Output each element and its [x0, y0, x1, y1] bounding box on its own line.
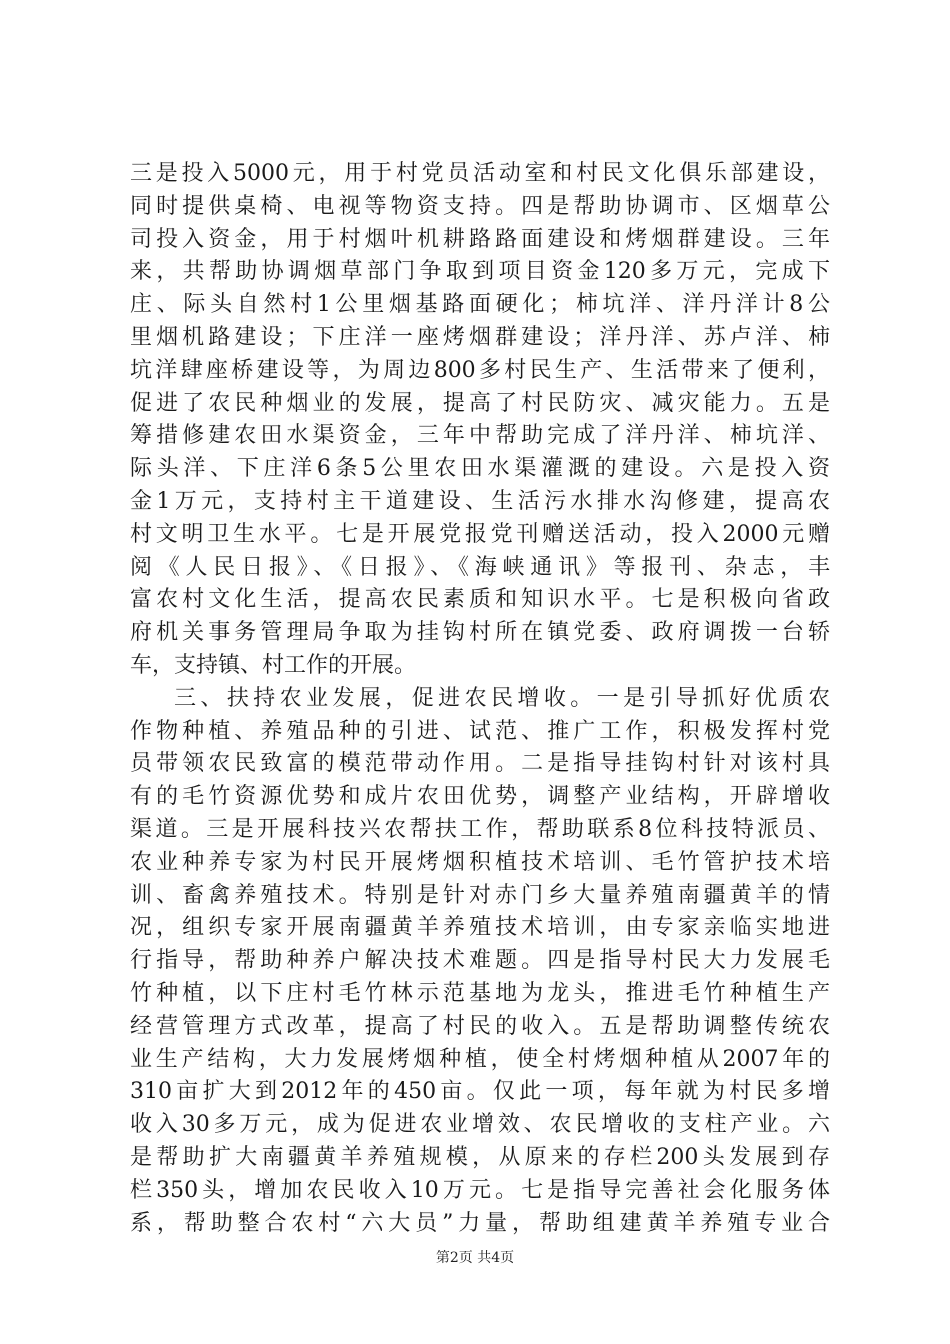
text-line: 金1万元，支持村主干道建设、生活污水排水沟修建，提高农 — [130, 488, 830, 514]
text-line: 同时提供桌椅、电视等物资支持。四是帮助协调市、区烟草公 — [130, 193, 830, 219]
text-line: 里烟机路建设；下庄洋一座烤烟群建设；洋丹洋、苏卢洋、柿 — [130, 324, 830, 350]
text-line: 310亩扩大到2012年的450亩。仅此一项，每年就为村民多增 — [130, 1079, 830, 1105]
text-line: 渠道。三是开展科技兴农帮扶工作，帮助联系8位科技特派员、 — [130, 816, 830, 842]
text-line: 司投入资金，用于村烟叶机耕路路面建设和烤烟群建设。三年 — [130, 226, 830, 252]
document-body — [130, 158, 830, 1240]
text-line: 农业种养专家为村民开展烤烟积植技术培训、毛竹管护技术培 — [130, 849, 830, 875]
paragraph-2 — [130, 683, 830, 1241]
text-line: 富农村文化生活，提高农民素质和知识水平。七是积极向省政 — [130, 587, 830, 613]
text-line: 村文明卫生水平。七是开展党报党刊赠送活动，投入2000元赠 — [130, 521, 830, 547]
text-line: 坑洋肆座桥建设等，为周边800多村民生产、生活带来了便利， — [130, 357, 830, 383]
paragraph-1 — [130, 158, 830, 683]
text-line: 阅《人民日报》、《日报》、《海峡通讯》等报刊、杂志，丰 — [130, 554, 830, 580]
text-line: 车，支持镇、村工作的开展。 — [130, 652, 417, 678]
text-line: 府机关事务管理局争取为挂钩村所在镇党委、政府调拨一台轿 — [130, 620, 830, 646]
text-line: 来，共帮助协调烟草部门争取到项目资金120多万元，完成下 — [130, 259, 830, 285]
text-line: 经营管理方式改革，提高了村民的收入。五是帮助调整传统农 — [130, 1013, 830, 1039]
text-line: 栏350头，增加农民收入10万元。七是指导完善社会化服务体 — [130, 1177, 830, 1203]
text-line: 促进了农民种烟业的发展，提高了村民防灾、减灾能力。五是 — [130, 390, 830, 416]
text-line: 作物种植、养殖品种的引进、试范、推广工作，积极发挥村党 — [130, 718, 830, 744]
text-line: 训、畜禽养殖技术。特别是针对赤门乡大量养殖南疆黄羊的情 — [130, 882, 830, 908]
text-line: 是帮助扩大南疆黄羊养殖规模，从原来的存栏200头发展到存 — [130, 1144, 830, 1170]
text-line: 业生产结构，大力发展烤烟种植，使全村烤烟种植从2007年的 — [130, 1046, 830, 1072]
text-line: 庄、际头自然村1公里烟基路面硬化；柿坑洋、洋丹洋计8公 — [130, 292, 830, 318]
page-number-footer: 第2页 共4页 — [435, 1250, 515, 1266]
text-line: 竹种植，以下庄村毛竹林示范基地为龙头，推进毛竹种植生产 — [130, 980, 830, 1006]
text-line: 三、扶持农业发展，促进农民增收。一是引导抓好优质农 — [174, 685, 830, 711]
text-line: 筹措修建农田水渠资金，三年中帮助完成了洋丹洋、柿坑洋、 — [130, 423, 830, 449]
text-line: 三是投入5000元，用于村党员活动室和村民文化俱乐部建设， — [130, 161, 830, 186]
text-line: 收入30多万元，成为促进农业增效、农民增收的支柱产业。六 — [130, 1112, 830, 1138]
text-line: 有的毛竹资源优势和成片农田优势，调整产业结构，开辟增收 — [130, 784, 830, 810]
text-line: 员带领农民致富的模范带动作用。二是指导挂钩村针对该村具 — [130, 751, 830, 777]
text-line: 系，帮助整合农村“六大员”力量，帮助组建黄羊养殖专业合 — [130, 1210, 830, 1236]
text-line: 际头洋、下庄洋6条5公里农田水渠灌溉的建设。六是投入资 — [130, 456, 830, 482]
text-line: 行指导，帮助种养户解决技术难题。四是指导村民大力发展毛 — [130, 948, 830, 974]
text-line: 况，组织专家开展南疆黄羊养殖技术培训，由专家亲临实地进 — [130, 915, 830, 941]
